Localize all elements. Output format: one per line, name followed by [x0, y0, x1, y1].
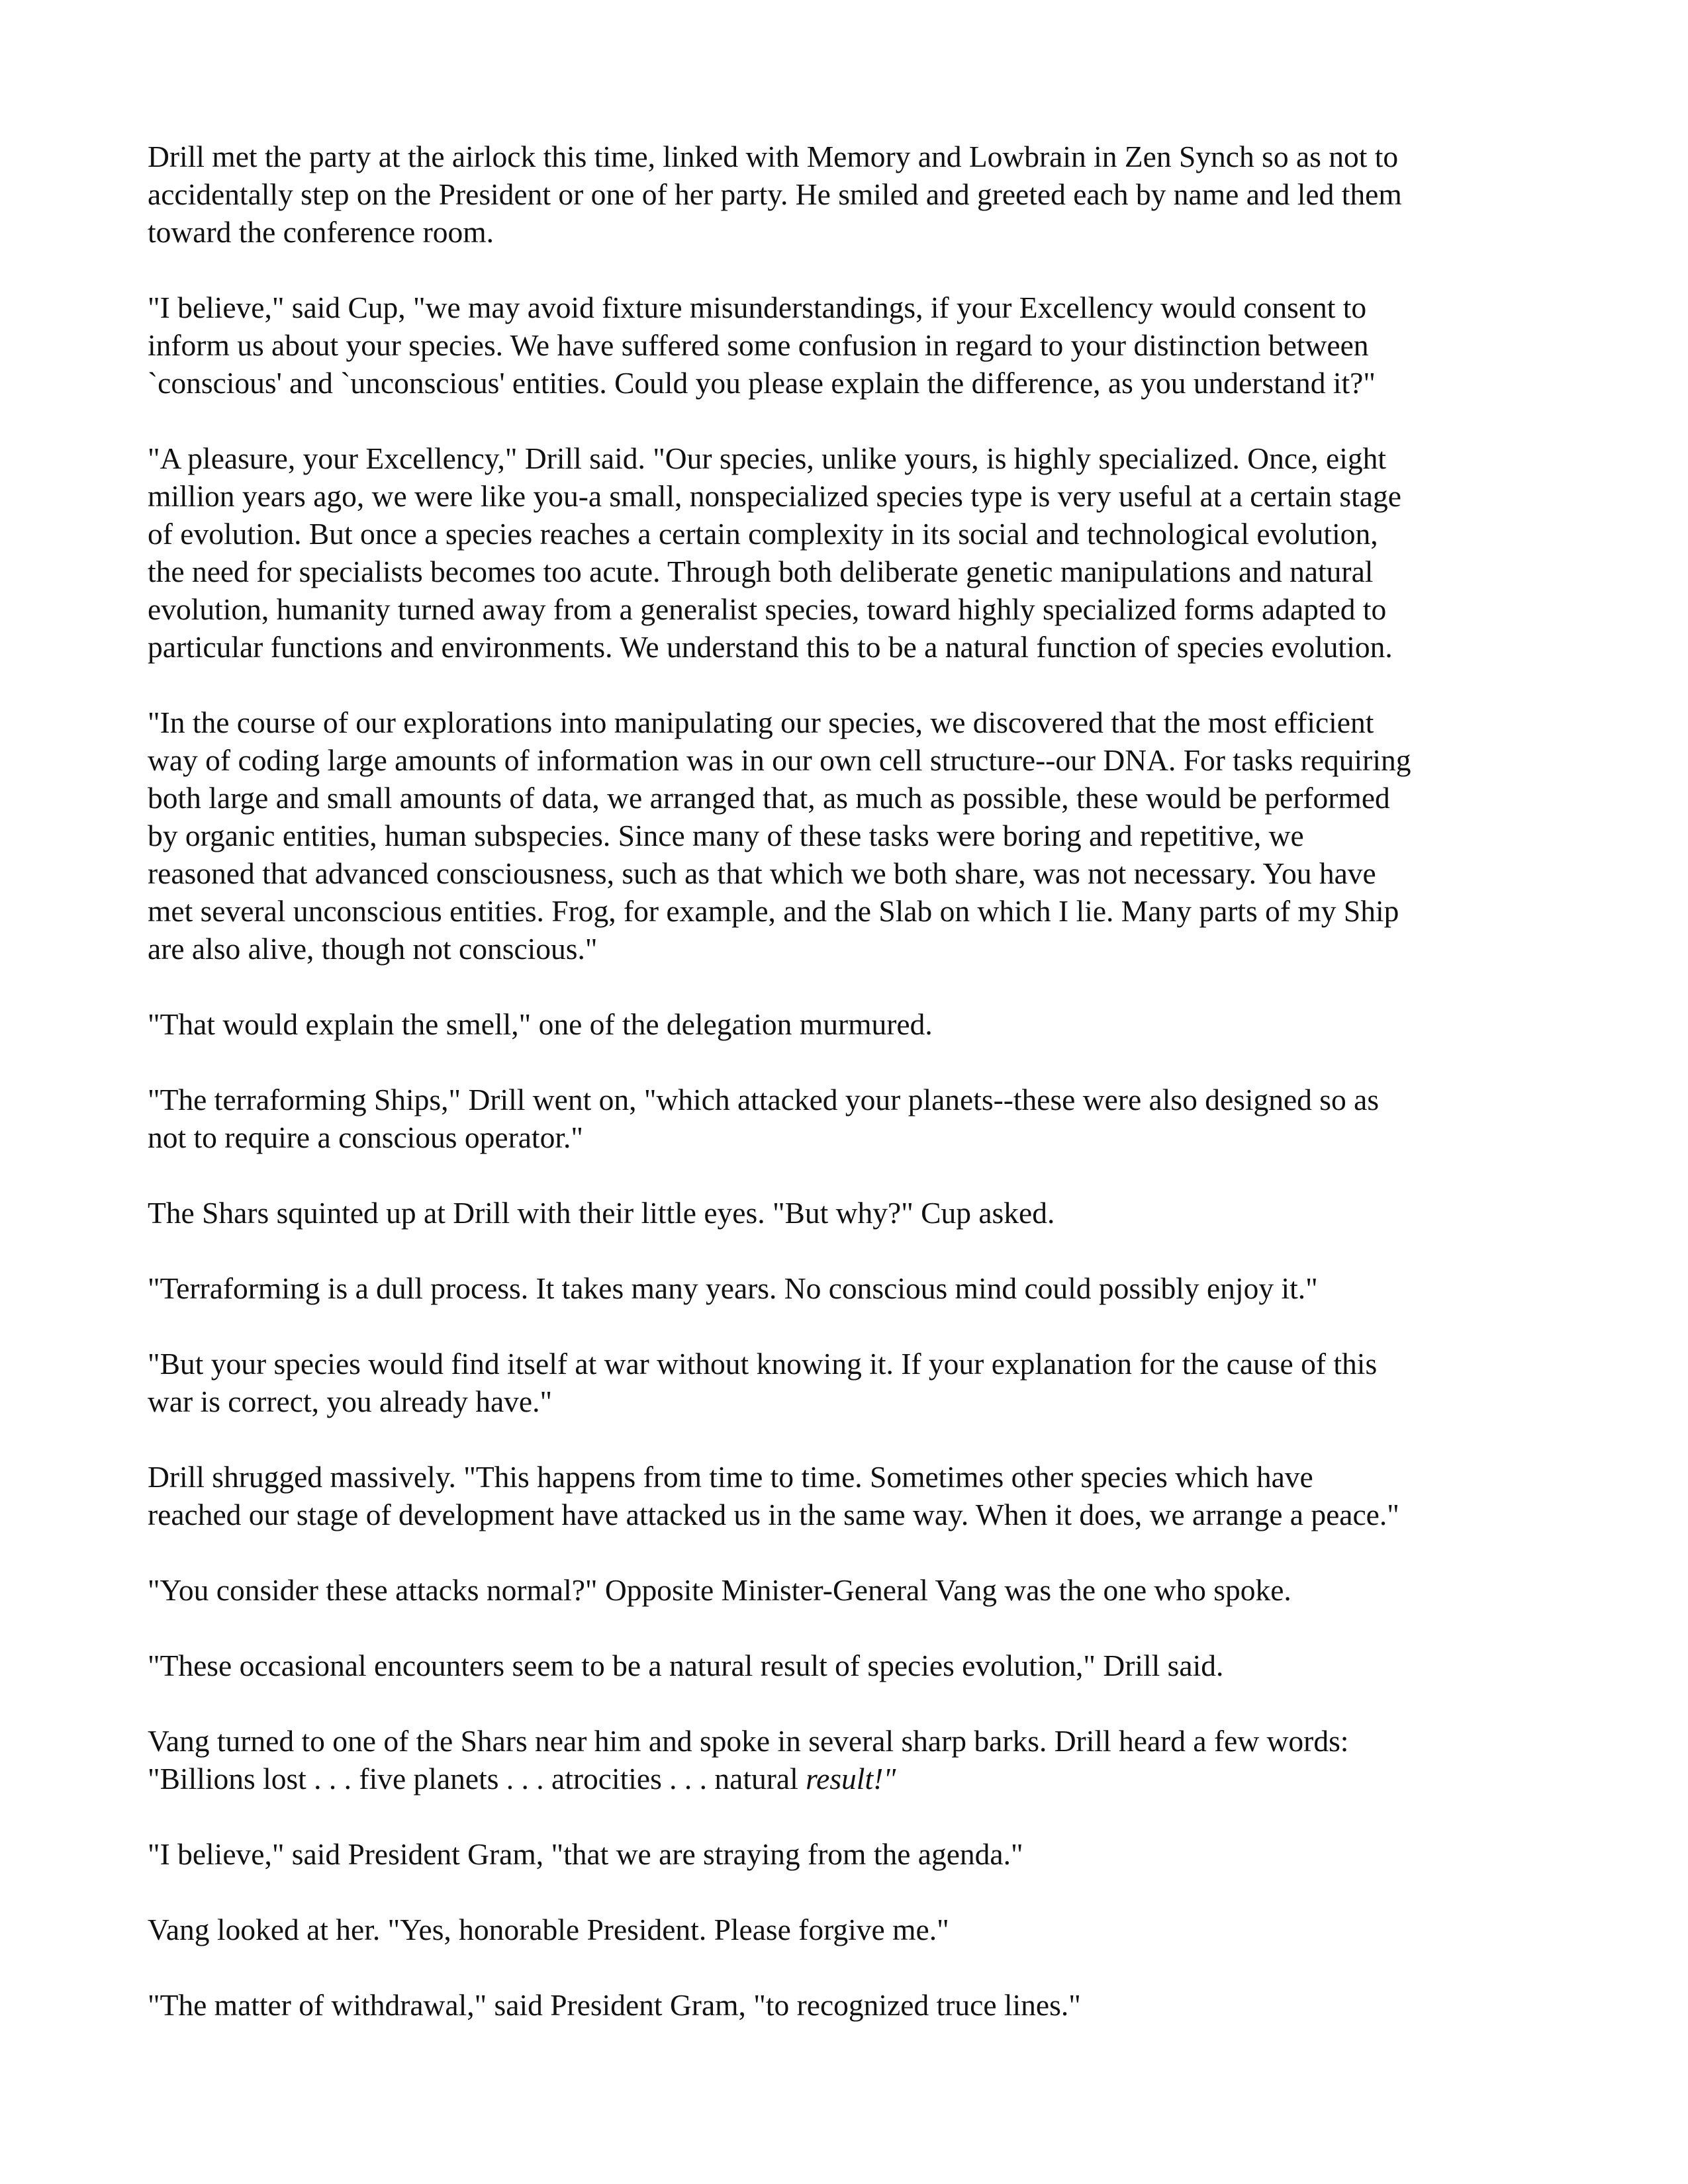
text-line: toward the conference room. [148, 215, 494, 249]
text-line: "You consider these attacks normal?" Opposite Minister-General Vang was the one who spoke. [148, 1573, 1291, 1607]
text-line: "I believe," said President Gram, "that we are straying from the agenda." [148, 1837, 1023, 1871]
text-line: by organic entities, human subspecies. Since many of these tasks were boring and repetitive, we [148, 819, 1304, 852]
paragraph [148, 1835, 1544, 1873]
text-line: are also alive, though not conscious." [148, 932, 598, 966]
text-line: reached our stage of development have attacked us in the same way. When it does, we arrange a peace." [148, 1498, 1399, 1531]
text-line-plain: "Billions lost . . . five planets . . . atrocities . . . natural [148, 1762, 806, 1796]
text-line: particular functions and environments. We understand this to be a natural function of species evolution. [148, 630, 1393, 664]
text-line: "The terraforming Ships," Drill went on, "which attacked your planets--these were also designed so as [148, 1083, 1380, 1116]
text-line: `conscious' and `unconscious' entities. Could you please explain the difference, as you understand it?" [148, 366, 1376, 400]
paragraph [148, 1345, 1544, 1420]
text-line: both large and small amounts of data, we arranged that, as much as possible, these would be performed [148, 781, 1390, 815]
text-line: Vang looked at her. "Yes, honorable President. Please forgive me." [148, 1913, 949, 1946]
text-line: "That would explain the smell," one of the delegation murmured. [148, 1007, 933, 1041]
paragraph [148, 289, 1544, 402]
emphasized-text: result!" [806, 1762, 896, 1796]
paragraph [148, 1005, 1544, 1043]
text-line: the need for specialists becomes too acute. Through both deliberate genetic manipulations and natural [148, 555, 1374, 588]
paragraph [148, 439, 1544, 666]
paragraph [148, 1458, 1544, 1533]
text-line: "The matter of withdrawal," said President Gram, "to recognized truce lines." [148, 1988, 1081, 2022]
paragraph [148, 138, 1544, 251]
paragraph [148, 1081, 1544, 1156]
text-line: war is correct, you already have." [148, 1385, 553, 1418]
text-line: "In the course of our explorations into manipulating our species, we discovered that the most efficient [148, 705, 1374, 739]
paragraph [148, 704, 1544, 968]
text-line: "A pleasure, your Excellency," Drill said. "Our species, unlike yours, is highly specialized. Once, eight [148, 441, 1387, 475]
text-line: "I believe," said Cup, "we may avoid fixture misunderstandings, if your Excellency would consent to [148, 291, 1367, 324]
text-line: "These occasional encounters seem to be a natural result of species evolution," Drill said. [148, 1649, 1224, 1682]
text-line: of evolution. But once a species reaches a certain complexity in its social and technological evolution, [148, 517, 1378, 551]
text-line [148, 1760, 1544, 1797]
text-line: Vang turned to one of the Shars near him and spoke in several sharp barks. Drill heard a few words: [148, 1724, 1349, 1758]
text-line: met several unconscious entities. Frog, for example, and the Slab on which I lie. Many parts of my Ship [148, 894, 1399, 928]
paragraph [148, 1986, 1544, 2024]
text-line: reasoned that advanced consciousness, such as that which we both share, was not necessary. You have [148, 856, 1376, 890]
text-line: "Terraforming is a dull process. It takes many years. No conscious mind could possibly enjoy it." [148, 1271, 1318, 1305]
paragraph [148, 1194, 1544, 1232]
document-page [148, 138, 1544, 2062]
text-line: "But your species would find itself at war without knowing it. If your explanation for the cause of this [148, 1347, 1378, 1381]
text-line: accidentally step on the President or one of her party. He smiled and greeted each by name and led them [148, 177, 1402, 211]
paragraph [148, 1647, 1544, 1684]
paragraph [148, 1269, 1544, 1307]
text-line: not to require a conscious operator." [148, 1120, 583, 1154]
text-line: way of coding large amounts of information was in our own cell structure--our DNA. For tasks requiring [148, 743, 1411, 777]
text-line: Drill shrugged massively. "This happens from time to time. Sometimes other species which have [148, 1460, 1313, 1494]
paragraph [148, 1571, 1544, 1609]
text-line: evolution, humanity turned away from a generalist species, toward highly specialized forms adapted to [148, 592, 1387, 626]
text-line: The Shars squinted up at Drill with their little eyes. "But why?" Cup asked. [148, 1196, 1055, 1230]
paragraph [148, 1722, 1544, 1797]
text-line: inform us about your species. We have suffered some confusion in regard to your distinction between [148, 328, 1369, 362]
text-line: Drill met the party at the airlock this time, linked with Memory and Lowbrain in Zen Synch so as not to [148, 140, 1399, 173]
paragraph [148, 1911, 1544, 1948]
text-line: million years ago, we were like you-a small, nonspecialized species type is very useful at a certain stage [148, 479, 1401, 513]
